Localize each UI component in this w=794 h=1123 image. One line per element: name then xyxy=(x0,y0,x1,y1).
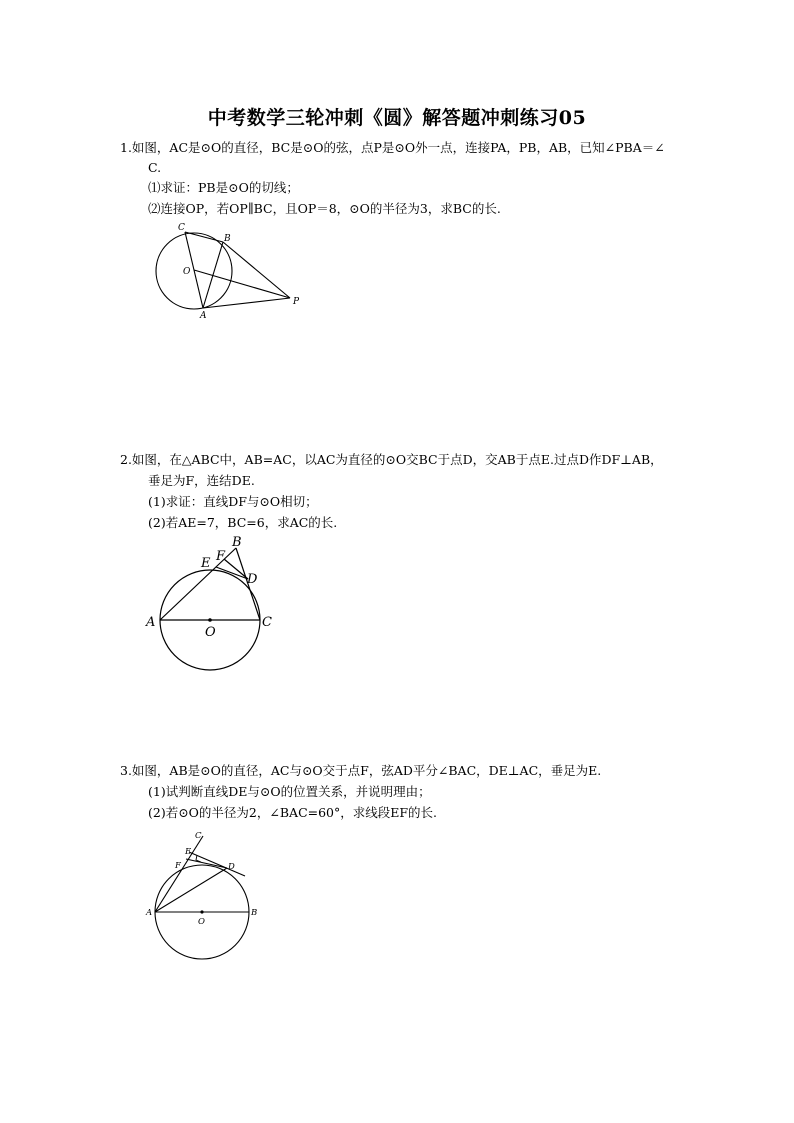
problem-3-part-1: (1)试判断直线DE与⊙O的位置关系，并说明理由； xyxy=(148,784,431,799)
point-label-c: C xyxy=(262,615,272,630)
problem-2-figure xyxy=(140,532,280,647)
problem-1-line-1: 1.如图，AC是⊙O的直径，BC是⊙O的弦，点P是⊙O外一点，连接PA，PB，AB，已知∠PBA＝∠ xyxy=(120,140,665,155)
point-label-a: A xyxy=(146,615,156,630)
problem-2-part-2: (2)若AE=7，BC=6，求AC的长. xyxy=(148,515,338,530)
point-label-d: D xyxy=(228,862,235,872)
problem-1-figure xyxy=(150,218,310,323)
problem-2-line-2: 垂足为F，连结DE. xyxy=(148,473,255,488)
point-label-b: B xyxy=(224,234,231,244)
problem-3-part-2: (2)若⊙O的半径为2，∠BAC=60°，求线段EF的长. xyxy=(148,805,438,820)
point-label-a: A xyxy=(146,908,153,918)
point-label-b: B xyxy=(251,908,258,918)
point-label-c: C xyxy=(178,223,185,233)
point-label-e: E xyxy=(185,847,192,857)
problem-2-part-1: (1)求证：直线DF与⊙O相切； xyxy=(148,494,318,509)
page-title: 中考数学三轮冲刺《圆》解答题冲刺练习05 xyxy=(207,107,587,129)
problem-1-part-1: ⑴求证：PB是⊙O的切线； xyxy=(148,180,299,195)
problem-3-line-1: 3.如图，AB是⊙O的直径，AC与⊙O交于点F，弦AD平分∠BAC，DE⊥AC，垂足为E. xyxy=(120,763,602,778)
point-label-f: F xyxy=(175,861,181,871)
problem-1-line-2: C. xyxy=(148,160,162,175)
point-label-b: B xyxy=(232,535,242,550)
point-label-p: P xyxy=(293,297,300,307)
point-label-o: O xyxy=(183,267,191,277)
point-label-f: F xyxy=(216,549,226,564)
point-label-d: D xyxy=(247,572,258,587)
point-label-o: O xyxy=(205,625,216,640)
problem-3-figure xyxy=(145,828,270,958)
point-label-a: A xyxy=(200,311,207,321)
point-label-o: O xyxy=(198,917,205,927)
problem-1-part-2: ⑵连接OP，若OP∥BC，且OP＝8，⊙O的半径为3，求BC的长. xyxy=(148,201,501,216)
point-label-e: E xyxy=(201,556,211,571)
point-label-c: C xyxy=(195,831,202,841)
problem-2-line-1: 2.如图，在△ABC中，AB=AC，以AC为直径的⊙O交BC于点D，交AB于点E.过点D作DF⊥AB， xyxy=(120,452,663,467)
